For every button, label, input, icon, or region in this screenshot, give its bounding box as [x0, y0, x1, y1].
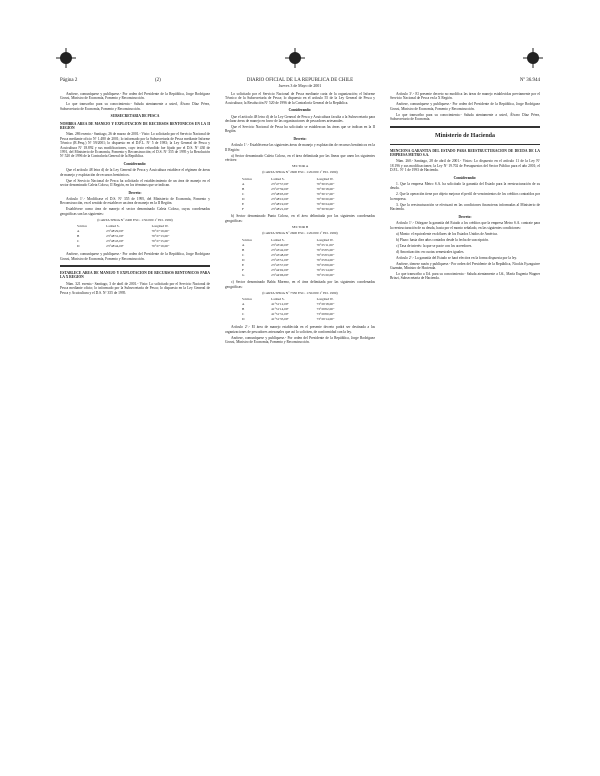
paragraph: Establécese como área de manejo el sector denominado Caleta Coloso, cuyas coordenadas geográficas son las siguientes: [60, 207, 210, 216]
paragraph: Núm. 321 exento.- Santiago, 3 de abril de 2001.- Visto: Lo solicitado por el Servicio Nacional de Pesca mediante oficio; lo informado por la Subsecretaría de Pesca; lo dispuesto en la Ley General de Pesca y Acuicultura y el D.S. Nº 355 de 1995. [60, 281, 210, 295]
bulletin-number: Nº 36.944 [519, 78, 540, 83]
longitude-cell: 70°30'25,00" [316, 181, 335, 186]
longitude-cell: 73°29'02,00" [316, 307, 335, 312]
table-row [240, 317, 360, 322]
longitude-cell: 73°29'14,00" [316, 317, 335, 322]
considerando-heading: Considerando: [288, 108, 312, 113]
vertex-cell: C [242, 191, 245, 196]
longitude-cell: 70°25'14,00" [316, 267, 335, 272]
vertex-cell: E [242, 201, 245, 206]
coordinates-table-c [240, 237, 360, 277]
paragraph: Que el artículo 48 letra d) de la Ley General de Pesca y Acuicultura establece el régimen de áreas de manejo y explotación de recursos bentónicos. [60, 168, 210, 177]
latitude-cell: 23°48'03,00" [271, 191, 289, 196]
longitude-cell: 70°30'18,00" [316, 186, 335, 191]
decreto-heading: Decreto: [293, 136, 307, 141]
longitude-cell: 70°27'19,00" [151, 244, 170, 249]
paragraph: b) Sector denominado Punta Coloso, en el área delimitada por las siguientes coordenadas geográficas: [225, 214, 375, 223]
table-row [240, 272, 360, 277]
vertex-cell: E [242, 262, 245, 267]
paragraph: Artículo 1º.- Otórgase la garantía del Estado a los créditos que la empresa Metro S.A. contrate para la reestructuración de su deuda, hasta por el monto señalado, en las siguientes condiciones: [390, 221, 540, 230]
journal-masthead [230, 78, 370, 88]
paragraph: Anótese, comuníquese y publíquese.- Por orden del Presidente de la República, Jorge Rodríguez Grossi, Ministro de Economía, Fomento y Reconstrucción. [60, 252, 210, 261]
decreto-heading: Decreto: [128, 190, 142, 195]
paragraph: 1. Que la empresa Metro S.A. ha solicitado la garantía del Estado para la reestructuración de su deuda. [390, 182, 540, 191]
latitude-cell: 23°44'06,00" [271, 272, 289, 277]
section-divider [390, 144, 540, 145]
paragraph: Anótese, comuníquese y publíquese.- Por orden del Presidente de la República, Jorge Rodríguez Grossi, Ministro de Economía, Fomento y Reconstrucción. [390, 102, 540, 111]
longitude-cell: 70°30'24,00" [316, 201, 335, 206]
longitude-cell: 73°29'18,00" [316, 302, 335, 307]
paragraph: Lo que transcribo a Ud. para su conocimiento.- Saluda atentamente a Ud., María Eugenia Wagner Brizzi, Subsecretaria de Hacienda. [390, 271, 540, 281]
latitude-cell: 23°48'19,00" [271, 201, 289, 206]
paragraph: Núm. 260.- Santiago, 28 de abril de 2001.- Vistos: Lo dispuesto en el artículo 11 de la Ley Nº 18.196 y sus modificaciones; la Ley Nº 19.702 de Presupuestos del Sector Público para el año 2001; el D.F.L. Nº 1 de 1993 de Hacienda. [390, 159, 540, 173]
longitude-cell: 70°27'19,00" [151, 229, 170, 234]
paragraph: Que el artículo 48 letra d) de la Ley General de Pesca y Acuicultura faculta a la Subsecretaría para declarar áreas de manejo en favor de las organizaciones de pescadores artesanales. [225, 114, 375, 124]
col-header-lon: Longitud W. [316, 237, 334, 242]
paragraph: Núm. 286 exento.- Santiago, 26 de marzo de 2001.- Visto: Lo solicitado por el Servicio Nacional de Pesca mediante oficio Nº 1.480 de 2001; lo informado por la Subsecretaría de Pesca mediante Informe Técnico (R.Pesq.) Nº 59/2001; lo dispuesto en el D.F.L. Nº 5 de 1983; la Ley General de Pesca y Acuicultura Nº 18.892 y sus modificaciones, cuyo texto refundido fue fijado por el D.S. Nº 430 de 1991, del Ministerio de Economía, Fomento y Reconstrucción; el D.S. Nº 355 de 1995 y la Resolución Nº 520 de 1996 de la Contraloría General de la República. [60, 132, 210, 159]
chart-reference: (CARTA SHOA Nº 2600 ESC. 1:20.000 1º ED. 1999) [262, 170, 338, 175]
col-header-lat: Latitud S. [271, 176, 285, 181]
paragraph: Artículo 3º.- El presente decreto no modifica las áreas de manejo establecidas previamente por el Servicio Nacional de Pesca en la X Región. [390, 92, 540, 101]
chart-reference: (CARTA SHOA Nº 2400 ESC. 1:50.000 1º ED. 1999) [97, 217, 173, 222]
considerando-heading: Considerando: [123, 161, 147, 166]
vertex-cell: C [242, 312, 245, 317]
considerando-heading: Considerando: [453, 175, 477, 180]
longitude-cell: 70°25'09,00" [316, 262, 335, 267]
vertex-cell: B [77, 234, 80, 239]
latitude-cell: 41°51'35,00" [271, 317, 289, 322]
section-divider [60, 265, 210, 267]
longitude-cell: 70°25'11,00" [316, 242, 335, 247]
registration-mark-left [56, 48, 76, 68]
vertex-cell: D [242, 317, 245, 322]
section-label: SUBSECRETARIA DE PESCA [110, 114, 160, 119]
journal-title: DIARIO OFICIAL DE LA REPUBLICA DE CHILE [246, 78, 354, 83]
paragraph: Artículo 1º.- Establécense las siguientes áreas de manejo y explotación de recursos bentónicos en la II Región: [225, 143, 375, 152]
latitude-cell: 23°43'51,00" [271, 257, 289, 262]
paragraph: Anótese, comuníquese y publíquese.- Por orden del Presidente de la República, Jorge Rodríguez Grossi, Ministro de Economía, Fomento y Reconstrucción. [60, 92, 210, 101]
latitude-cell: 23°44'02,00" [271, 267, 289, 272]
longitude-cell: 70°27'15,00" [151, 239, 170, 244]
longitude-cell: 70°25'05,00" [316, 247, 335, 252]
sector-label: SECTOR B [291, 224, 309, 229]
col-header-lon: Longitud W. [151, 224, 169, 229]
chart-reference: (CARTA SHOA Nº 2600 ESC. 1:20.000 1º ED. 1999) [262, 230, 338, 235]
section-title: MENCIONA GARANTIA DEL ESTADO PARA REESTRUCTURACION DE DEUDA DE LA EMPRESA METRO S.A. [390, 148, 540, 158]
vertex-cell: C [242, 252, 245, 257]
latitude-cell: 23°47'59,00" [271, 186, 289, 191]
section-title: NOMBRA AREA DE MANEJO Y EXPLOTACION DE RECURSOS BENTONICOS EN LA II REGION [60, 121, 210, 131]
longitude-cell: 70°25'20,00" [316, 272, 335, 277]
chart-reference: (CARTA SHOA Nº 7330 ESC. 1:50.000 1º ED. 1999) [262, 290, 338, 295]
longitude-cell: 70°30'30,00" [316, 206, 335, 211]
vertex-cell: A [242, 181, 245, 186]
latitude-cell: 23°47'57,00" [271, 181, 289, 186]
column-2 [225, 92, 375, 346]
latitude-cell: 23°43'48,00" [271, 252, 289, 257]
paragraph: Lo que transcribo para su conocimiento.- Saluda atentamente a usted, Álvaro Díaz Pérez, Subsecretario de Economía, Fomento y Reconstrucción. [60, 102, 210, 111]
coordinates-table-d [240, 297, 360, 322]
latitude-cell: 23°48'10,00" [271, 196, 289, 201]
vertex-cell: D [77, 244, 80, 249]
ministry-heading: Ministerio de Hacienda [435, 132, 495, 139]
vertex-cell: C [77, 239, 80, 244]
vertex-cell: F [242, 267, 244, 272]
vertex-cell: A [242, 242, 245, 247]
paragraph: c) Tasa de interés: la que se pacte con los acreedores. [396, 243, 473, 248]
latitude-cell: 23°43'40,00" [271, 242, 289, 247]
longitude-cell: 70°30'17,00" [316, 191, 335, 196]
vertex-cell: F [242, 206, 244, 211]
latitude-cell: 23°43'42,00" [271, 247, 289, 252]
paragraph: 2. Que la operación tiene por objeto mejorar el perfil de vencimientos de los créditos contraídos por la empresa. [390, 192, 540, 201]
journal-date: Jueves 3 de Mayo de 2001 [278, 83, 322, 88]
latitude-cell: 23°48'43,00" [106, 239, 124, 244]
latitude-cell: 41°51'12,00" [271, 302, 289, 307]
vertex-cell: D [242, 196, 245, 201]
latitude-cell: 41°51'14,00" [271, 307, 289, 312]
paragraph: Artículo 2º.- El área de manejo establecida en el presente decreto podrá ser destinada a las organizaciones de pescadores artesanales que así lo soliciten, de conformidad con la ley. [225, 325, 375, 334]
paragraph: Lo que transcribo para su conocimiento.- Saluda atentamente a usted, Álvaro Díaz Pérez, Subsecretario de Economía. [390, 112, 540, 122]
coordinates-table-a [75, 224, 195, 249]
paragraph: b) Plazo: hasta diez años contados desde la fecha de suscripción. [396, 237, 489, 242]
table-row [240, 206, 360, 211]
col-header-vertex: Vértice [242, 297, 252, 302]
registration-mark-right [523, 48, 543, 68]
col-header-lon: Longitud W. [316, 297, 334, 302]
longitude-cell: 73°29'00,00" [316, 312, 335, 317]
vertex-cell: B [242, 247, 245, 252]
table-row [75, 244, 195, 249]
sector-label: SECTOR A [291, 164, 309, 169]
vertex-cell: D [242, 257, 245, 262]
col-header-lat: Latitud S. [271, 297, 285, 302]
latitude-cell: 23°48'21,00" [271, 206, 289, 211]
section-divider [390, 126, 540, 128]
paragraph: a) Sector denominado Caleta Coloso, en el área delimitada por las líneas que unen los siguientes vértices: [225, 153, 375, 163]
column-3 [390, 92, 540, 282]
section-title: ESTABLECE AREA DE MANEJO Y EXPLOTACION DE RECURSOS BENTONICOS PARA LA X REGION [60, 270, 210, 280]
col-header-lat: Latitud S. [106, 224, 120, 229]
paragraph: Que el Servicio Nacional de Pesca ha solicitado el establecimiento de un área de manejo en el sector denominado Caleta Coloso, II Región, en los términos que se indican. [60, 178, 210, 188]
paragraph: Anótese, tómese razón y publíquese.- Por orden del Presidente de la República, Nicolás Eyzaguirre Guzmán, Ministro de Hacienda. [390, 261, 540, 270]
latitude-cell: 41°51'31,00" [271, 312, 289, 317]
paragraph: d) Amortización: en cuotas semestrales iguales. [396, 249, 465, 254]
latitude-cell: 23°48'44,00" [106, 244, 124, 249]
registration-mark-center [285, 48, 305, 68]
paragraph: Artículo 1º.- Modifícase el D.S. Nº 355 de 1995, del Ministerio de Economía, Fomento y Reconstrucción, en el sentido de establecer un área de manejo en la II Región. [60, 196, 210, 206]
vertex-cell: B [242, 307, 245, 312]
longitude-cell: 70°25'04,00" [316, 257, 335, 262]
col-header-vertex: Vértice [242, 176, 252, 181]
vertex-cell: A [77, 229, 80, 234]
latitude-cell: 23°43'57,00" [271, 262, 289, 267]
coordinates-table-b [240, 176, 360, 211]
issue-number: (2) [155, 78, 161, 83]
vertex-cell: B [242, 186, 245, 191]
paragraph: Anótese, comuníquese y publíquese.- Por orden del Presidente de la República, Jorge Rodríguez Grossi, Ministro de Economía, Fomento y Reconstrucción. [225, 335, 375, 344]
col-header-vertex: Vértice [242, 237, 252, 242]
vertex-cell: G [242, 272, 245, 277]
latitude-cell: 23°48'29,00" [106, 229, 124, 234]
latitude-cell: 23°48'31,00" [106, 234, 124, 239]
vertex-cell: A [242, 302, 245, 307]
col-header-vertex: Vértice [77, 224, 87, 229]
decreto-heading: Decreto: [458, 214, 472, 219]
page-label: Página 2 [60, 78, 78, 83]
longitude-cell: 70°27'13,00" [151, 234, 170, 239]
paragraph: c) Sector denominado Bahía Moreno, en el área delimitada por las siguientes coordenadas geográficas: [225, 280, 375, 289]
paragraph: a) Monto: el equivalente en dólares de los Estados Unidos de América. [396, 231, 498, 236]
paragraph: 3. Que la reestructuración se efectuará en las condiciones financieras informadas al Ministerio de Hacienda. [390, 202, 540, 212]
paragraph: Lo solicitado por el Servicio Nacional de Pesca mediante carta de la organización; el Informe Técnico de la Subsecretaría de Pesca; lo dispuesto en el artículo 55 de la Ley General de Pesca y Acuicultura; la Resolución Nº 520 de 1996 de la Contraloría General de la República. [225, 92, 375, 105]
longitude-cell: 70°30'20,00" [316, 196, 335, 201]
longitude-cell: 70°25'03,00" [316, 252, 335, 257]
col-header-lat: Latitud S. [271, 237, 285, 242]
col-header-lon: Longitud W. [316, 176, 334, 181]
paragraph: Artículo 2º.- La garantía del Estado se hará efectiva en la forma dispuesta por la ley. [396, 255, 517, 260]
running-header [60, 78, 540, 88]
column-1 [60, 92, 210, 297]
paragraph: Que el Servicio Nacional de Pesca ha solicitado se establezcan las áreas que se indican en la II Región. [225, 125, 375, 134]
